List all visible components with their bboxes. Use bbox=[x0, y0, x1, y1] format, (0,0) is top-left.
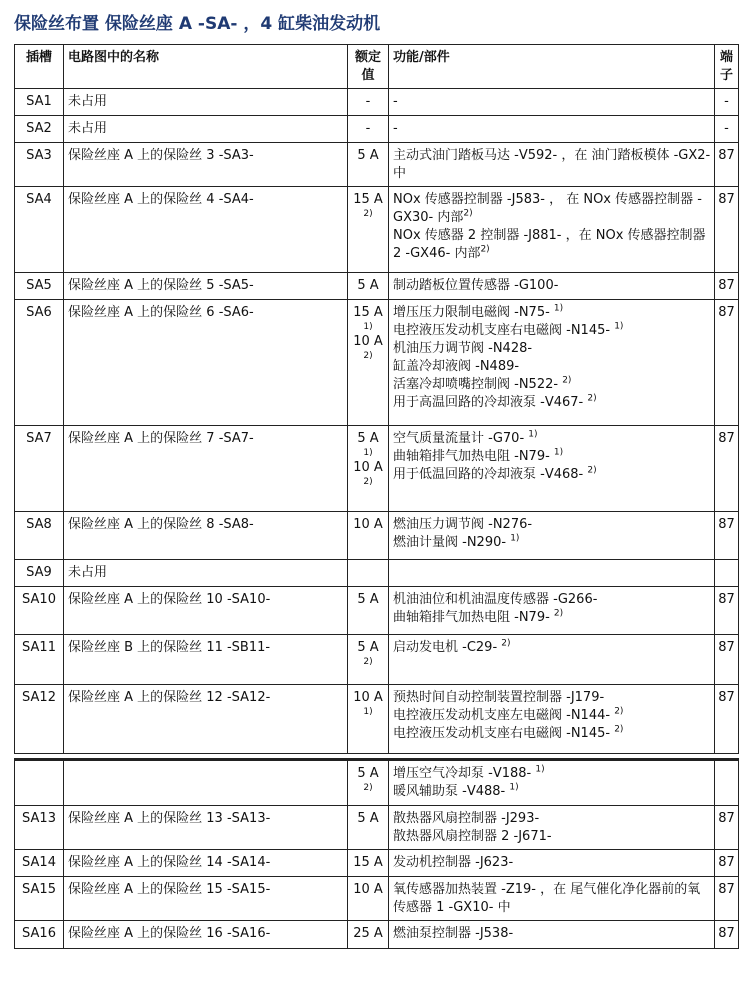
cell-slot bbox=[15, 760, 64, 806]
function-text: 空气质量流量计 -G70- bbox=[393, 431, 529, 446]
cell-function bbox=[389, 300, 715, 426]
cell-terminal: 87 bbox=[715, 187, 739, 273]
cell-rating bbox=[348, 560, 389, 587]
rating-value: 5 A bbox=[357, 431, 379, 446]
table-header-row bbox=[15, 45, 739, 89]
cell-function bbox=[389, 116, 715, 143]
rating-footnote: 2) bbox=[363, 477, 373, 487]
function-text: 用于高温回路的冷却液泵 -V467- bbox=[393, 395, 588, 410]
cell-name: 保险丝座 A 上的保险丝 15 -SA15- bbox=[64, 877, 348, 921]
cell-rating bbox=[348, 89, 389, 116]
function-footnote: 2) bbox=[614, 706, 624, 717]
function-text: 暖风辅助泵 -V488- bbox=[393, 784, 510, 799]
cell-function bbox=[389, 806, 715, 850]
cell-function bbox=[389, 273, 715, 300]
cell-slot: SA6 bbox=[15, 300, 64, 426]
table-row bbox=[15, 587, 739, 635]
function-footnote: 1) bbox=[535, 764, 545, 775]
fuse-table bbox=[14, 44, 739, 949]
cell-function bbox=[389, 685, 715, 754]
table-row bbox=[15, 850, 739, 877]
table-row bbox=[15, 512, 739, 560]
function-text: 预热时间自动控制装置控制器 -J179- bbox=[393, 690, 605, 705]
function-text: 机油油位和机油温度传感器 -G266- bbox=[393, 592, 598, 607]
rating-footnote: 2) bbox=[363, 783, 373, 793]
cell-slot: SA16 bbox=[15, 921, 64, 949]
cell-name: 保险丝座 A 上的保险丝 7 -SA7- bbox=[64, 426, 348, 512]
function-text: 增压压力限制电磁阀 -N75- bbox=[393, 305, 554, 320]
cell-slot: SA8 bbox=[15, 512, 64, 560]
cell-function bbox=[389, 187, 715, 273]
table-row bbox=[15, 89, 739, 116]
cell-name: 未占用 bbox=[64, 116, 348, 143]
function-text: 发动机控制器 -J623- bbox=[393, 855, 514, 870]
cell-name: 保险丝座 A 上的保险丝 12 -SA12- bbox=[64, 685, 348, 754]
cell-rating bbox=[348, 187, 389, 273]
function-text: 活塞冷却喷嘴控制阀 -N522- bbox=[393, 377, 563, 392]
cell-rating bbox=[348, 877, 389, 921]
function-footnote: 2) bbox=[587, 465, 597, 476]
cell-terminal: - bbox=[715, 89, 739, 116]
function-text: 曲轴箱排气加热电阻 -N79- bbox=[393, 449, 554, 464]
function-text: 主动式油门踏板马达 -V592- ，在 油门踏板模体 -GX2- 中 bbox=[393, 148, 711, 181]
rating-value: 5 A bbox=[357, 148, 379, 163]
cell-function bbox=[389, 426, 715, 512]
cell-slot: SA9 bbox=[15, 560, 64, 587]
function-text: - bbox=[393, 121, 398, 136]
rating-value: 15 A bbox=[353, 192, 383, 207]
header-function: 功能/部件 bbox=[389, 45, 715, 89]
cell-function bbox=[389, 635, 715, 685]
cell-slot: SA10 bbox=[15, 587, 64, 635]
cell-terminal: 87 bbox=[715, 273, 739, 300]
cell-name: 保险丝座 A 上的保险丝 10 -SA10- bbox=[64, 587, 348, 635]
function-text: 机油压力调节阀 -N428- bbox=[393, 341, 533, 356]
cell-name: 保险丝座 A 上的保险丝 3 -SA3- bbox=[64, 143, 348, 187]
cell-function bbox=[389, 921, 715, 949]
cell-function bbox=[389, 877, 715, 921]
cell-terminal: 87 bbox=[715, 850, 739, 877]
rating-value: - bbox=[365, 94, 371, 109]
function-text: 燃油泵控制器 -J538- bbox=[393, 926, 514, 941]
table-row bbox=[15, 143, 739, 187]
cell-slot: SA7 bbox=[15, 426, 64, 512]
cell-name: 保险丝座 A 上的保险丝 16 -SA16- bbox=[64, 921, 348, 949]
cell-terminal bbox=[715, 560, 739, 587]
rating-value: 10 A bbox=[353, 460, 383, 475]
function-footnote: 1) bbox=[553, 447, 564, 458]
cell-function bbox=[389, 143, 715, 187]
function-text: 增压空气冷却泵 -V188- bbox=[393, 766, 536, 781]
rating-value: 15 A bbox=[353, 305, 383, 320]
cell-name: 保险丝座 B 上的保险丝 11 -SB11- bbox=[64, 635, 348, 685]
cell-rating bbox=[348, 806, 389, 850]
cell-rating bbox=[348, 512, 389, 560]
cell-name: 保险丝座 A 上的保险丝 6 -SA6- bbox=[64, 300, 348, 426]
function-footnote: 2) bbox=[562, 375, 572, 386]
cell-terminal: 87 bbox=[715, 685, 739, 754]
cell-terminal bbox=[715, 760, 739, 806]
function-footnote: 1) bbox=[553, 303, 564, 314]
cell-name: 未占用 bbox=[64, 89, 348, 116]
rating-value: 5 A bbox=[357, 278, 379, 293]
function-footnote: 2) bbox=[501, 638, 511, 649]
header-rating: 额定值 bbox=[348, 45, 389, 89]
cell-name: 保险丝座 A 上的保险丝 14 -SA14- bbox=[64, 850, 348, 877]
function-text: NOx 传感器 2 控制器 -J881- ，在 NOx 传感器控制器 2 -GX46- 内部 bbox=[393, 228, 706, 261]
table-row bbox=[15, 806, 739, 850]
table-row bbox=[15, 426, 739, 512]
cell-name: 保险丝座 A 上的保险丝 13 -SA13- bbox=[64, 806, 348, 850]
rating-value: - bbox=[365, 121, 371, 136]
rating-value: 10 A bbox=[353, 882, 383, 897]
table-row bbox=[15, 760, 739, 806]
rating-footnote: 2) bbox=[363, 657, 373, 667]
rating-value: 5 A bbox=[357, 811, 379, 826]
function-text: - bbox=[393, 94, 398, 109]
table-row bbox=[15, 635, 739, 685]
function-footnote: 2) bbox=[553, 608, 564, 619]
rating-footnote: 2) bbox=[363, 209, 373, 219]
function-text: 燃油压力调节阀 -N276- bbox=[393, 517, 533, 532]
function-footnote: 2) bbox=[480, 244, 490, 255]
cell-terminal: 87 bbox=[715, 635, 739, 685]
function-text: 燃油计量阀 -N290- bbox=[393, 535, 511, 550]
page-title: 保险丝布置 保险丝座 A -SA- ，4 缸柴油发动机 bbox=[14, 14, 381, 34]
function-text: 制动踏板位置传感器 -G100- bbox=[393, 278, 559, 293]
header-name: 电路图中的名称 bbox=[64, 45, 348, 89]
function-text: 电控液压发动机支座右电磁阀 -N145- bbox=[393, 323, 615, 338]
function-footnote: 1) bbox=[510, 533, 520, 544]
rating-value: 5 A bbox=[357, 592, 379, 607]
cell-terminal: 87 bbox=[715, 143, 739, 187]
rating-value: 5 A bbox=[357, 640, 379, 655]
cell-name bbox=[64, 760, 348, 806]
table-row bbox=[15, 187, 739, 273]
cell-function bbox=[389, 850, 715, 877]
cell-slot: SA11 bbox=[15, 635, 64, 685]
function-text: 启动发电机 -C29- bbox=[393, 640, 502, 655]
cell-function bbox=[389, 587, 715, 635]
function-footnote: 2) bbox=[614, 724, 624, 735]
table-row bbox=[15, 300, 739, 426]
rating-footnote: 1) bbox=[363, 448, 373, 458]
cell-rating bbox=[348, 760, 389, 806]
function-text: 散热器风扇控制器 -J293- bbox=[393, 811, 540, 826]
cell-terminal: 87 bbox=[715, 426, 739, 512]
table-row bbox=[15, 273, 739, 300]
function-text: NOx 传感器控制器 -J583- ， 在 NOx 传感器控制器 -GX30- 内部 bbox=[393, 192, 702, 225]
cell-rating bbox=[348, 300, 389, 426]
cell-terminal: 87 bbox=[715, 300, 739, 426]
function-text: 用于低温回路的冷却液泵 -V468- bbox=[393, 467, 588, 482]
function-footnote: 1) bbox=[528, 429, 538, 440]
function-text: 电控液压发动机支座左电磁阀 -N144- bbox=[393, 708, 615, 723]
header-terminal: 端子 bbox=[715, 45, 739, 89]
rating-value: 10 A bbox=[353, 334, 383, 349]
function-footnote: 1) bbox=[509, 782, 519, 793]
cell-terminal: 87 bbox=[715, 512, 739, 560]
cell-slot: SA4 bbox=[15, 187, 64, 273]
function-footnote: 2) bbox=[463, 208, 473, 219]
header-slot: 插槽 bbox=[15, 45, 64, 89]
cell-terminal: 87 bbox=[715, 921, 739, 949]
cell-rating bbox=[348, 685, 389, 754]
cell-slot: SA15 bbox=[15, 877, 64, 921]
cell-terminal: - bbox=[715, 116, 739, 143]
table-row bbox=[15, 116, 739, 143]
cell-name: 保险丝座 A 上的保险丝 5 -SA5- bbox=[64, 273, 348, 300]
cell-rating bbox=[348, 143, 389, 187]
function-text: 曲轴箱排气加热电阻 -N79- bbox=[393, 610, 554, 625]
table-row bbox=[15, 560, 739, 587]
cell-slot: SA1 bbox=[15, 89, 64, 116]
cell-slot: SA2 bbox=[15, 116, 64, 143]
rating-footnote: 2) bbox=[363, 351, 373, 361]
function-text: 电控液压发动机支座右电磁阀 -N145- bbox=[393, 726, 615, 741]
cell-name: 保险丝座 A 上的保险丝 4 -SA4- bbox=[64, 187, 348, 273]
function-footnote: 1) bbox=[614, 321, 624, 332]
cell-slot: SA13 bbox=[15, 806, 64, 850]
cell-terminal: 87 bbox=[715, 587, 739, 635]
cell-function bbox=[389, 560, 715, 587]
cell-rating bbox=[348, 921, 389, 949]
function-footnote: 2) bbox=[587, 393, 597, 404]
rating-footnote: 1) bbox=[363, 322, 373, 332]
cell-slot: SA14 bbox=[15, 850, 64, 877]
cell-slot: SA12 bbox=[15, 685, 64, 754]
table-row bbox=[15, 685, 739, 754]
function-text: 氧传感器加热装置 -Z19- ，在 尾气催化净化器前的氧传感器 1 -GX10- 中 bbox=[393, 882, 701, 915]
cell-rating bbox=[348, 426, 389, 512]
rating-value: 10 A bbox=[353, 690, 383, 705]
cell-terminal: 87 bbox=[715, 806, 739, 850]
cell-terminal: 87 bbox=[715, 877, 739, 921]
cell-rating bbox=[348, 850, 389, 877]
cell-rating bbox=[348, 273, 389, 300]
rating-value: 5 A bbox=[357, 766, 379, 781]
rating-value: 10 A bbox=[353, 517, 383, 532]
function-text: 缸盖冷却液阀 -N489- bbox=[393, 359, 520, 374]
cell-slot: SA5 bbox=[15, 273, 64, 300]
cell-name: 保险丝座 A 上的保险丝 8 -SA8- bbox=[64, 512, 348, 560]
table-row bbox=[15, 877, 739, 921]
cell-rating bbox=[348, 635, 389, 685]
rating-value: 15 A bbox=[353, 855, 383, 870]
cell-rating bbox=[348, 587, 389, 635]
rating-footnote: 1) bbox=[363, 707, 373, 717]
cell-slot: SA3 bbox=[15, 143, 64, 187]
cell-function bbox=[389, 512, 715, 560]
rating-value: 25 A bbox=[353, 926, 383, 941]
cell-rating bbox=[348, 116, 389, 143]
function-text: 散热器风扇控制器 2 -J671- bbox=[393, 829, 552, 844]
cell-name: 未占用 bbox=[64, 560, 348, 587]
cell-function bbox=[389, 89, 715, 116]
table-row bbox=[15, 921, 739, 949]
cell-function bbox=[389, 760, 715, 806]
